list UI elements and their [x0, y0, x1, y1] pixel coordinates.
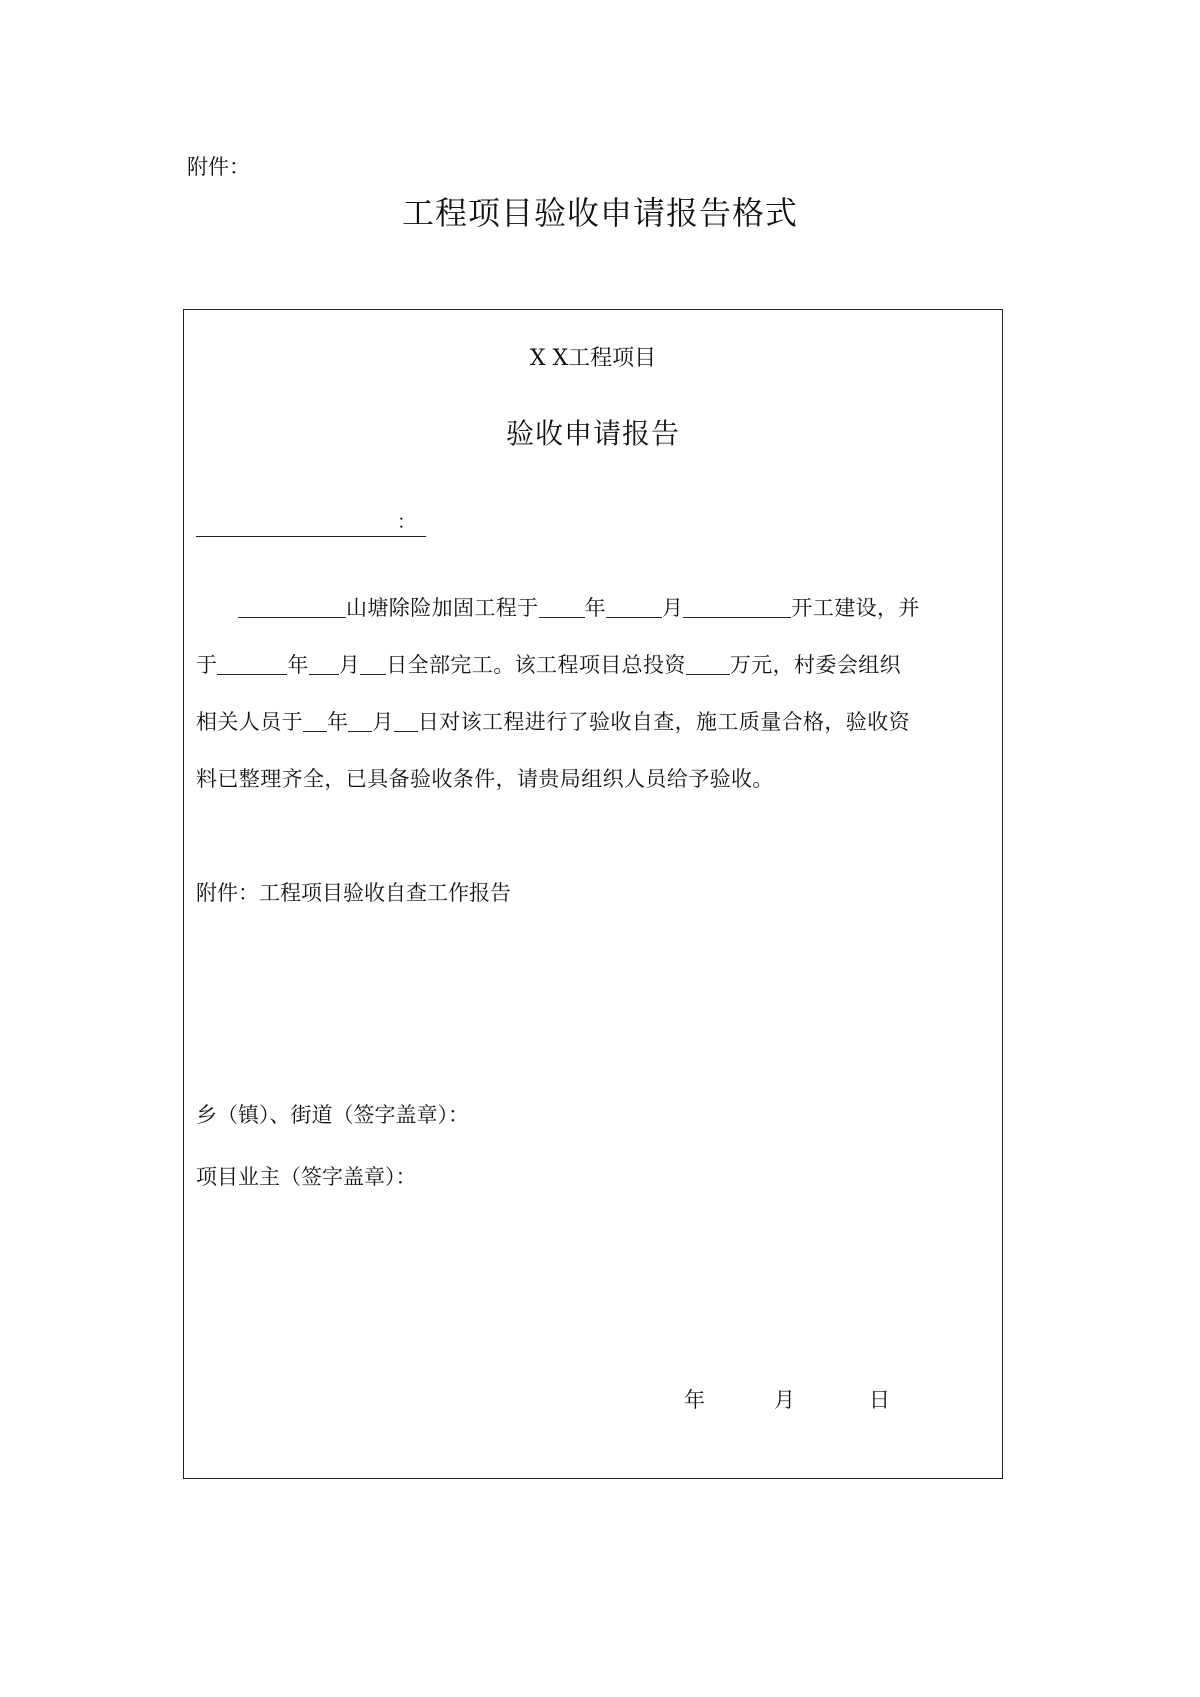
paragraph-line-1	[196, 580, 992, 637]
addressee-blank	[196, 508, 426, 537]
body-paragraph	[196, 580, 992, 808]
appendix-note: 附件：工程项目验收自查工作报告	[196, 881, 511, 905]
application-form-box	[183, 309, 1003, 1479]
attachment-label: 附件：	[187, 155, 250, 179]
paragraph-text: 料已整理齐全，已具备验收条件，请贵局组织人员给予验收。	[196, 767, 774, 791]
blank-start-day	[683, 595, 791, 618]
paragraph-text: 日对该工程进行了验收自查，施工质量合格，验收资	[417, 710, 911, 734]
paragraph-text: 月	[338, 653, 361, 677]
addressee-colon: ：	[396, 511, 416, 533]
paragraph-text: 相关人员于	[196, 710, 303, 734]
paragraph-line-2	[196, 637, 992, 694]
paragraph-text: 年	[584, 596, 607, 620]
blank-check-day	[394, 709, 418, 732]
paragraph-text: 年	[287, 653, 309, 677]
blank-start-year	[539, 595, 585, 618]
date-year-label: 年	[684, 1388, 705, 1412]
blank-end-day	[360, 652, 386, 675]
project-owner-signature-label: 项目业主（签字盖章）：	[196, 1165, 417, 1189]
page-title: 工程项目验收申请报告格式	[401, 194, 798, 232]
paragraph-text: 于	[196, 653, 218, 677]
paragraph-text: 月	[662, 596, 684, 620]
blank-check-year	[303, 709, 327, 732]
paragraph-text: 开工建设，并	[791, 596, 920, 620]
blank-check-month	[348, 709, 372, 732]
blank-start-month	[606, 595, 662, 618]
paragraph-text: 年	[327, 710, 349, 734]
date-day-label: 日	[869, 1388, 890, 1412]
paragraph-line-4	[196, 751, 992, 808]
paragraph-text: 日全部完工。该工程项目总投资	[386, 653, 686, 677]
paragraph-text: 万元，村委会组织	[729, 653, 902, 677]
blank-end-year	[217, 652, 287, 675]
blank-village	[238, 595, 346, 618]
paragraph-line-3	[196, 694, 992, 751]
report-title: 验收申请报告	[505, 417, 680, 450]
township-signature-label: 乡（镇）、街道（签字盖章）：	[196, 1103, 469, 1127]
paragraph-text: 月	[372, 710, 394, 734]
blank-investment	[686, 652, 730, 675]
project-name: X X工程项目	[529, 346, 657, 371]
blank-end-month	[309, 652, 339, 675]
paragraph-text: 山塘除险加固工程于	[346, 596, 539, 620]
date-month-label: 月	[774, 1388, 795, 1412]
